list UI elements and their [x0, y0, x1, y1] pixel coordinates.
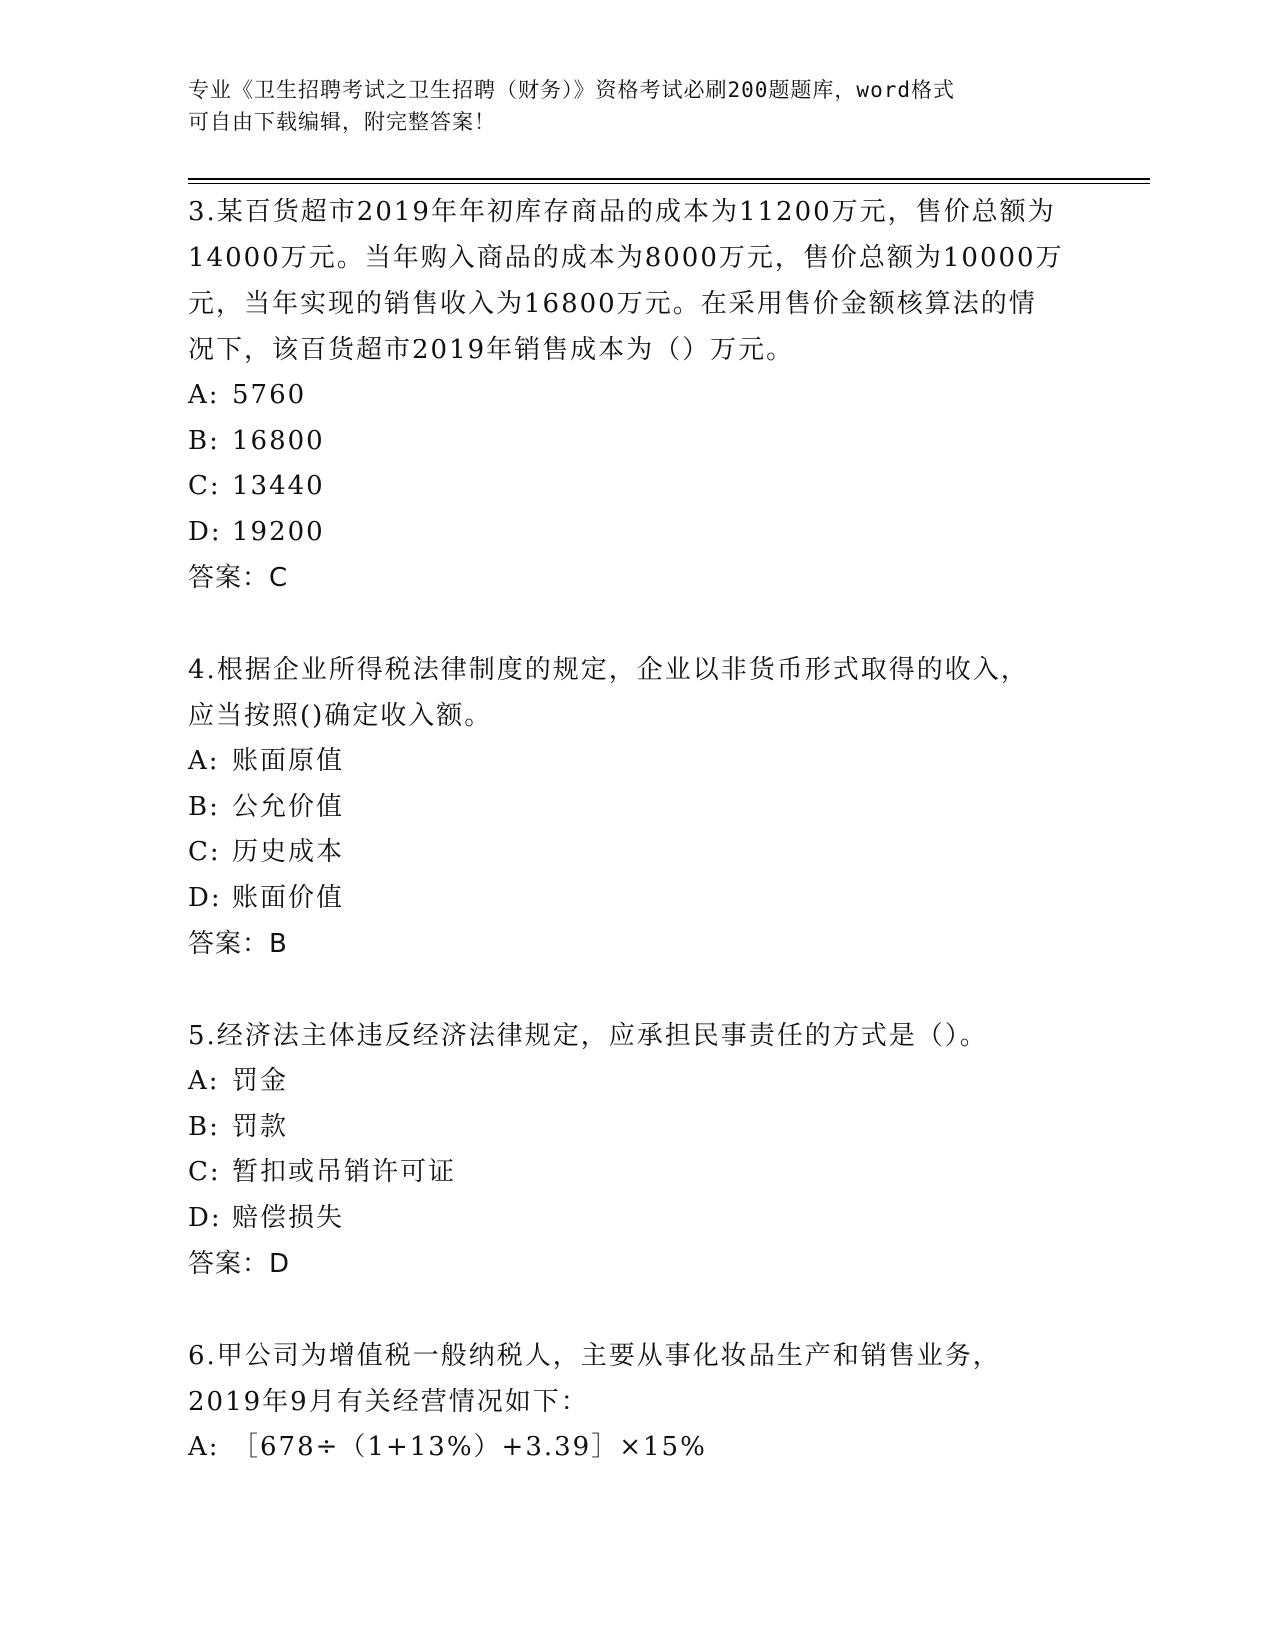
question-list	[188, 189, 1088, 1471]
option-text: 罚金	[232, 1066, 289, 1096]
option-d	[188, 1196, 1088, 1242]
stem-line: 3.某百货超市2019年年初库存商品的成本为11200万元，售价总额为	[188, 197, 1056, 227]
question-6	[188, 1333, 1088, 1471]
option-c	[188, 464, 1088, 510]
option-a	[188, 1059, 1088, 1105]
option-text: 账面原值	[232, 746, 345, 776]
question-stem	[188, 189, 1088, 373]
question-3	[188, 189, 1088, 601]
option-key: A:	[188, 1066, 220, 1096]
stem-line: 6.甲公司为增值税一般纳税人，主要从事化妆品生产和销售业务，	[188, 1341, 1001, 1371]
option-key: B:	[188, 791, 220, 822]
option-text: 16800	[232, 425, 325, 456]
question-spacer	[188, 601, 1088, 647]
option-key: A:	[188, 1432, 220, 1462]
question-stem	[188, 647, 1088, 739]
option-key: A:	[188, 380, 220, 410]
option-key: D:	[188, 1202, 222, 1233]
header-line-2: 可自由下载编辑，附完整答案！	[188, 110, 496, 134]
option-text: 历史成本	[232, 837, 345, 867]
header-rule-thin	[188, 183, 1150, 184]
stem-line: 应当按照()确定收入额。	[188, 701, 493, 731]
answer-line: 答案：D	[188, 1249, 291, 1279]
option-key: C:	[188, 837, 221, 867]
answer-line: 答案：C	[188, 563, 289, 593]
option-key: C:	[188, 1157, 221, 1187]
stem-line: 况下，该百货超市2019年销售成本为（）万元。	[188, 335, 795, 365]
question-spacer	[188, 967, 1088, 1013]
option-text: 13440	[232, 471, 325, 501]
option-key: D:	[188, 882, 222, 913]
option-text: 罚款	[232, 1111, 289, 1142]
option-key: D:	[188, 516, 222, 547]
stem-line: 14000万元。当年购入商品的成本为8000万元，售价总额为10000万	[188, 243, 1064, 273]
document-header	[188, 74, 1088, 138]
option-key: C:	[188, 471, 221, 501]
option-key: B:	[188, 1111, 220, 1142]
header-rule-thick	[188, 178, 1150, 180]
option-b	[188, 785, 1088, 831]
option-text: 19200	[232, 516, 325, 547]
option-text: 账面价值	[232, 882, 345, 913]
option-a	[188, 1425, 1088, 1471]
option-text: 暂扣或吊销许可证	[232, 1157, 457, 1187]
question-spacer	[188, 1287, 1088, 1333]
option-b	[188, 1105, 1088, 1151]
option-d	[188, 510, 1088, 556]
option-a	[188, 739, 1088, 785]
option-text: 5760	[232, 380, 307, 410]
option-c	[188, 830, 1088, 876]
option-c	[188, 1150, 1088, 1196]
option-key: A:	[188, 746, 220, 776]
stem-line: 4.根据企业所得税法律制度的规定，企业以非货币形式取得的收入，	[188, 655, 1029, 685]
option-d	[188, 876, 1088, 922]
option-text: 赔偿损失	[232, 1202, 345, 1233]
option-text: ［678÷（1+13%）+3.39］×15%	[232, 1432, 707, 1462]
header-line-1: 专业《卫生招聘考试之卫生招聘（财务）》资格考试必刷200题题库，word格式	[188, 78, 955, 102]
option-b	[188, 419, 1088, 465]
stem-line: 2019年9月有关经营情况如下：	[188, 1387, 589, 1417]
question-5	[188, 1013, 1088, 1287]
answer-line: 答案：B	[188, 929, 288, 959]
option-key: B:	[188, 425, 220, 456]
option-a	[188, 373, 1088, 419]
question-stem	[188, 1333, 1088, 1425]
question-stem	[188, 1013, 1088, 1059]
question-4	[188, 647, 1088, 967]
stem-line: 5.经济法主体违反经济法律规定，应承担民事责任的方式是（）。	[188, 1021, 988, 1051]
option-text: 公允价值	[232, 791, 345, 822]
stem-line: 元，当年实现的销售收入为16800万元。在采用售价金额核算法的情	[188, 289, 1037, 319]
